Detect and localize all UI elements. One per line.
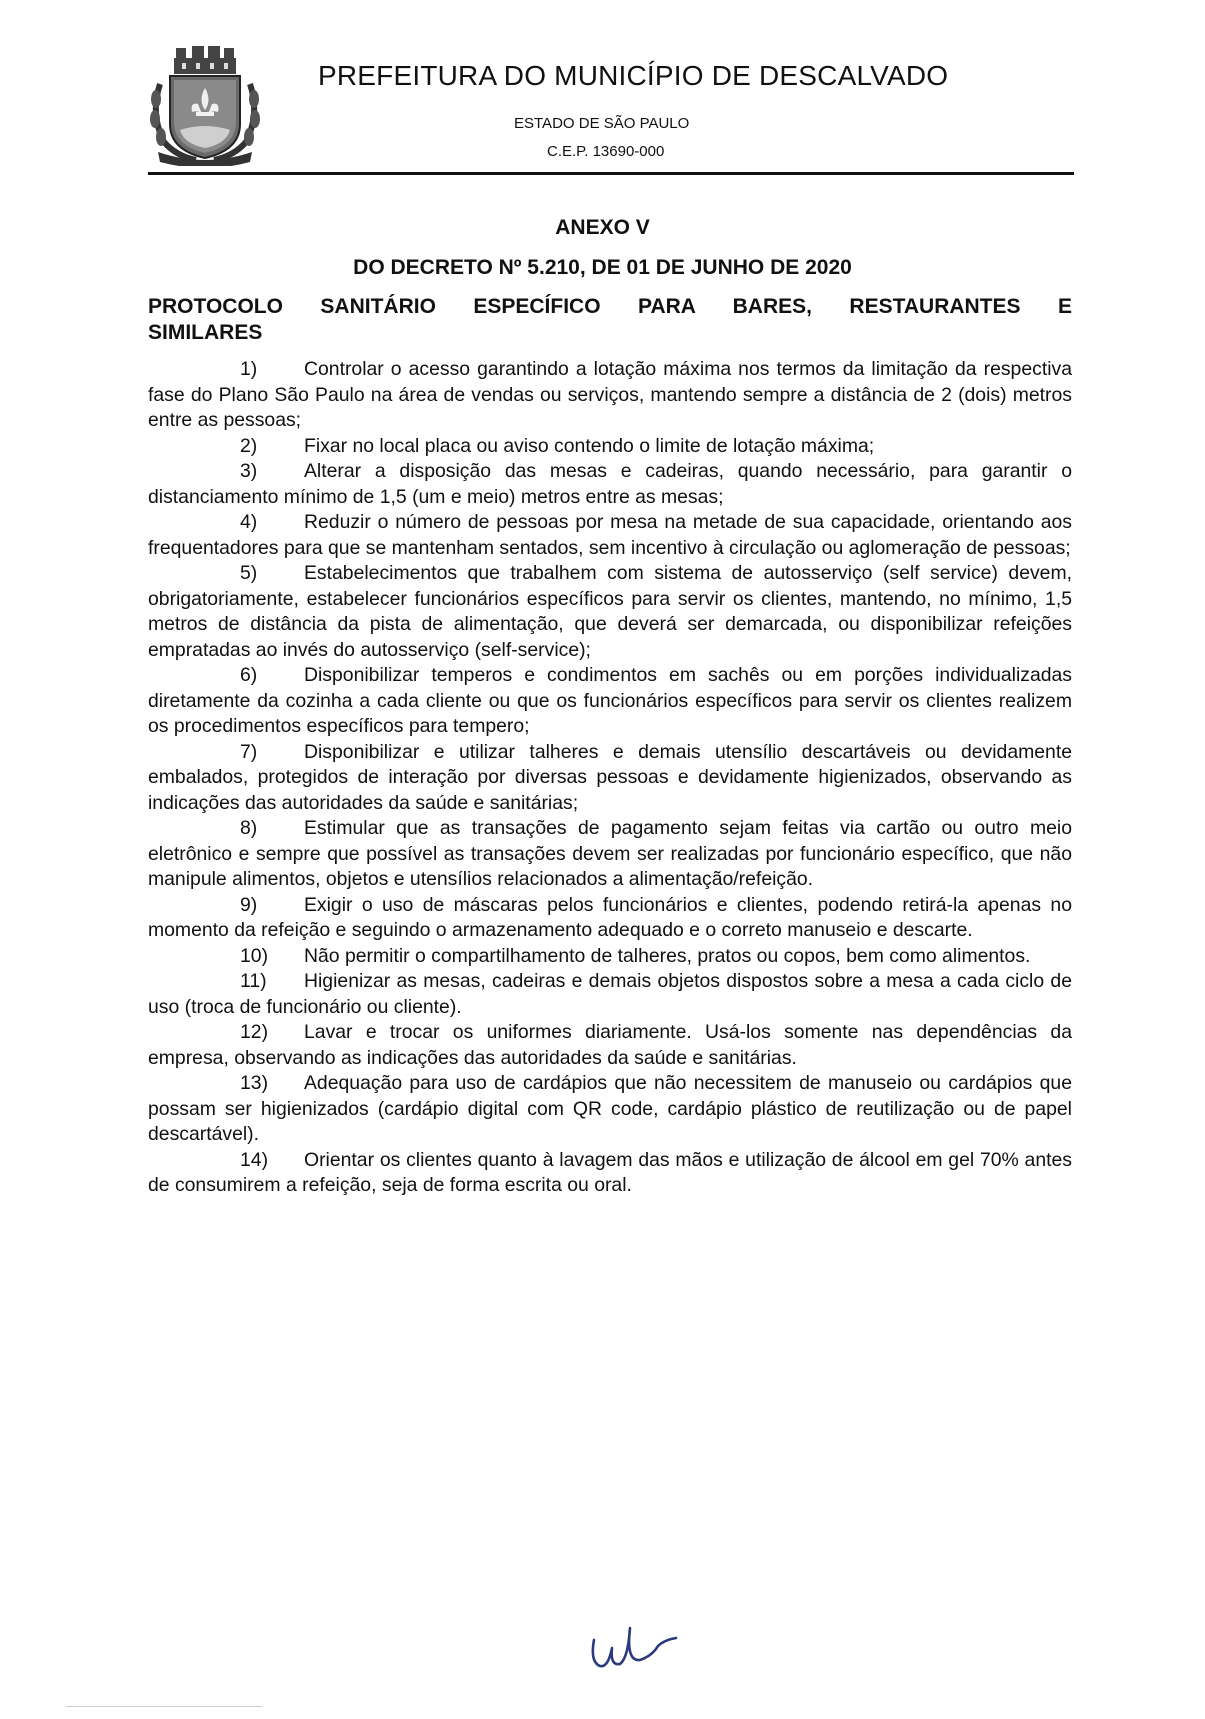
item-number: 8) (240, 817, 258, 839)
item-number: 7) (240, 740, 258, 763)
item-number: 4) (240, 511, 258, 533)
item-text: Reduzir o número de pessoas por mesa na metade de sua capacidade, orientando aos frequentadores para que se mantenham sentados, sem incentivo à circulação ou aglomeração de pessoas; (148, 511, 1072, 559)
list-item (148, 510, 1072, 561)
list-item (148, 1071, 1072, 1148)
list-item (148, 816, 1072, 893)
list-item (148, 740, 1072, 817)
municipal-coat-of-arms-icon (146, 44, 264, 166)
footer-line (66, 1706, 262, 1707)
item-text: Estimular que as transações de pagamento sejam feitas via cartão ou outro meio eletrônico e sempre que possível as transações devem ser realizadas por funcionário específico, que não manipule alimentos, objetos e utensílios relacionados a alimentação/refeição. (148, 817, 1072, 890)
item-number: 14) (240, 1148, 269, 1171)
item-text: Controlar o acesso garantindo a lotação máxima nos termos da limitação da respectiva fase do Plano São Paulo na área de vendas ou serviços, mantendo sempre a distância de 2 (dois) metros entre as pessoas; (148, 358, 1072, 431)
org-cep: C.E.P. 13690-000 (547, 143, 665, 160)
item-number: 1) (240, 358, 258, 380)
list-item (148, 357, 1072, 434)
protocol-title: PROTOCOLO SANITÁRIO ESPECÍFICO PARA BARES, RESTAURANTES E SIMILARES (148, 295, 1072, 344)
item-text: Fixar no local placa ou aviso contendo o limite de lotação máxima; (304, 434, 875, 457)
item-number: 2) (240, 434, 258, 457)
item-number: 12) (240, 1021, 269, 1043)
item-text: Adequação para uso de cardápios que não necessitem de manuseio ou cardápios que possam ser higienizados (cardápio digital com QR code, cardápio plástico de reutilização ou de papel descartável). (148, 1072, 1072, 1145)
list-item (148, 969, 1072, 1020)
item-number: 3) (240, 460, 258, 482)
item-number: 13) (240, 1072, 269, 1094)
decree-title: DO DECRETO Nº 5.210, DE 01 DE JUNHO DE 2020 (353, 256, 852, 279)
handwritten-initials-icon (586, 1618, 682, 1676)
list-item (148, 434, 1072, 460)
item-text: Não permitir o compartilhamento de talheres, pratos ou copos, bem como alimentos. (304, 944, 1031, 967)
list-item (148, 561, 1072, 663)
item-text: Orientar os clientes quanto à lavagem das mãos e utilização de álcool em gel 70% antes de consumirem a refeição, seja de forma escrita ou oral. (148, 1148, 1072, 1196)
item-text: Disponibilizar e utilizar talheres e demais utensílio descartáveis ou devidamente embalados, protegidos de interação por diversas pessoas e devidamente higienizados, observando as indicações das autoridades da saúde e sanitárias; (148, 740, 1072, 814)
item-number: 10) (240, 944, 269, 967)
item-text: Higienizar as mesas, cadeiras e demais objetos dispostos sobre a mesa a cada ciclo de uso (troca de funcionário ou cliente). (148, 970, 1072, 1018)
list-item (148, 1020, 1072, 1071)
org-name: PREFEITURA DO MUNICÍPIO DE DESCALVADO (318, 60, 949, 91)
list-item (148, 893, 1072, 944)
item-number: 5) (240, 562, 258, 584)
header-divider (148, 172, 1074, 175)
item-text: Exigir o uso de máscaras pelos funcionários e clientes, podendo retirá-la apenas no momento da refeição e seguindo o armazenamento adequado e o correto manuseio e descarte. (148, 893, 1072, 941)
item-number: 11) (240, 970, 267, 992)
item-text: Alterar a disposição das mesas e cadeiras, quando necessário, para garantir o distanciamento mínimo de 1,5 (um e meio) metros entre as mesas; (148, 460, 1072, 508)
item-text: Lavar e trocar os uniformes diariamente. Usá-los somente nas dependências da empresa, observando as indicações das autoridades da saúde e sanitárias. (148, 1021, 1072, 1069)
list-item (148, 459, 1072, 510)
list-item (148, 663, 1072, 740)
item-text: Disponibilizar temperos e condimentos em sachês ou em porções individualizadas diretamente da cozinha a cada cliente ou que os funcionários específicos para servir os clientes realizem os procedimentos específicos para tempero; (148, 664, 1072, 737)
item-number: 6) (240, 664, 258, 686)
list-item (148, 1148, 1072, 1199)
protocol-items (148, 357, 1072, 1199)
item-text: Estabelecimentos que trabalhem com sistema de autosserviço (self service) devem, obrigatoriamente, estabelecer funcionários específicos para servir os clientes, mantendo, no mínimo, 1,5 metros de distância da pista de alimentação, que deverá ser demarcada, ou disponibilizar refeições empratadas ao invés do autosserviço (self-service); (148, 562, 1072, 661)
org-state: ESTADO DE SÃO PAULO (514, 115, 690, 132)
list-item (148, 944, 1072, 970)
item-number: 9) (240, 893, 258, 916)
annex-title: ANEXO V (555, 216, 650, 239)
